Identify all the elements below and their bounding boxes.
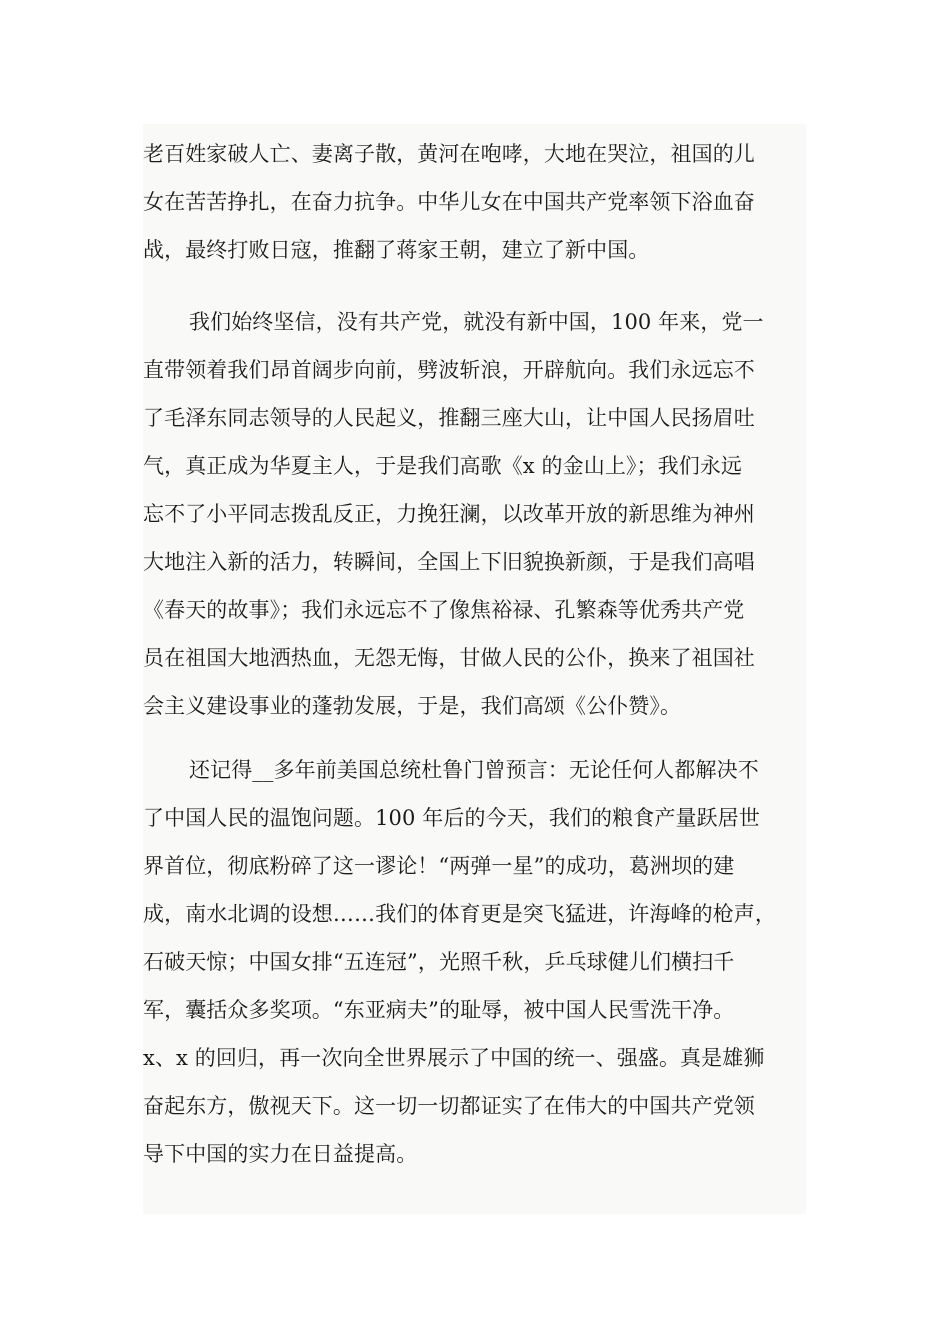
text-line: 我们始终坚信，没有共产党，就没有新中国，100 年来，党一: [189, 310, 764, 334]
document-body: [143, 124, 806, 1214]
text-line: 女在苦苦挣扎，在奋力抗争。中华儿女在中国共产党率领下浴血奋: [143, 190, 755, 214]
text-line: 气，真正成为华夏主人，于是我们高歌《x 的金山上》；我们永远: [143, 454, 743, 478]
text-line: 还记得__多年前美国总统杜鲁门曾预言：无论任何人都解决不: [189, 758, 759, 782]
text-line: 成，南水北调的设想……我们的体育更是突飞猛进，许海峰的枪声，: [143, 902, 776, 926]
text-line: 了中国人民的温饱问题。100 年后的今天，我们的粮食产量跃居世: [143, 806, 760, 830]
text-line: 员在祖国大地洒热血，无怨无悔，甘做人民的公仆，换来了祖国社: [143, 646, 755, 670]
text-line: 奋起东方，傲视天下。这一切一切都证实了在伟大的中国共产党领: [143, 1094, 755, 1118]
text-line: 了毛泽东同志领导的人民起义，推翻三座大山，让中国人民扬眉吐: [143, 406, 755, 430]
text-line: 界首位，彻底粉碎了这一谬论！“两弹一星”的成功，葛洲坝的建: [143, 854, 735, 878]
text-line: 石破天惊；中国女排“五连冠”，光照千秋，乒乓球健儿们横扫千: [143, 950, 735, 974]
text-line: 战，最终打败日寇，推翻了蒋家王朝，建立了新中国。: [143, 238, 650, 262]
text-line: 导下中国的实力在日益提高。: [143, 1142, 418, 1166]
text-line: 忘不了小平同志拨乱反正，力挽狂澜，以改革开放的新思维为神州: [143, 502, 755, 526]
text-line: 军，囊括众多奖项。“东亚病夫”的耻辱，被中国人民雪洗干净。: [143, 998, 735, 1022]
text-line: 会主义建设事业的蓬勃发展，于是，我们高颂《公仆赞》。: [143, 694, 682, 718]
text-line: 大地注入新的活力，转瞬间，全国上下旧貌换新颜，于是我们高唱: [143, 550, 755, 574]
text-line: 直带领着我们昂首阔步向前，劈波斩浪，开辟航向。我们永远忘不: [143, 358, 755, 382]
text-line: 《春天的故事》；我们永远忘不了像焦裕禄、孔繁森等优秀共产党: [143, 598, 745, 622]
text-line: 老百姓家破人亡、妻离子散，黄河在咆哮，大地在哭泣，祖国的儿: [143, 142, 755, 166]
text-line: x、x 的回归，再一次向全世界展示了中国的统一、强盛。真是雄狮: [143, 1046, 765, 1070]
